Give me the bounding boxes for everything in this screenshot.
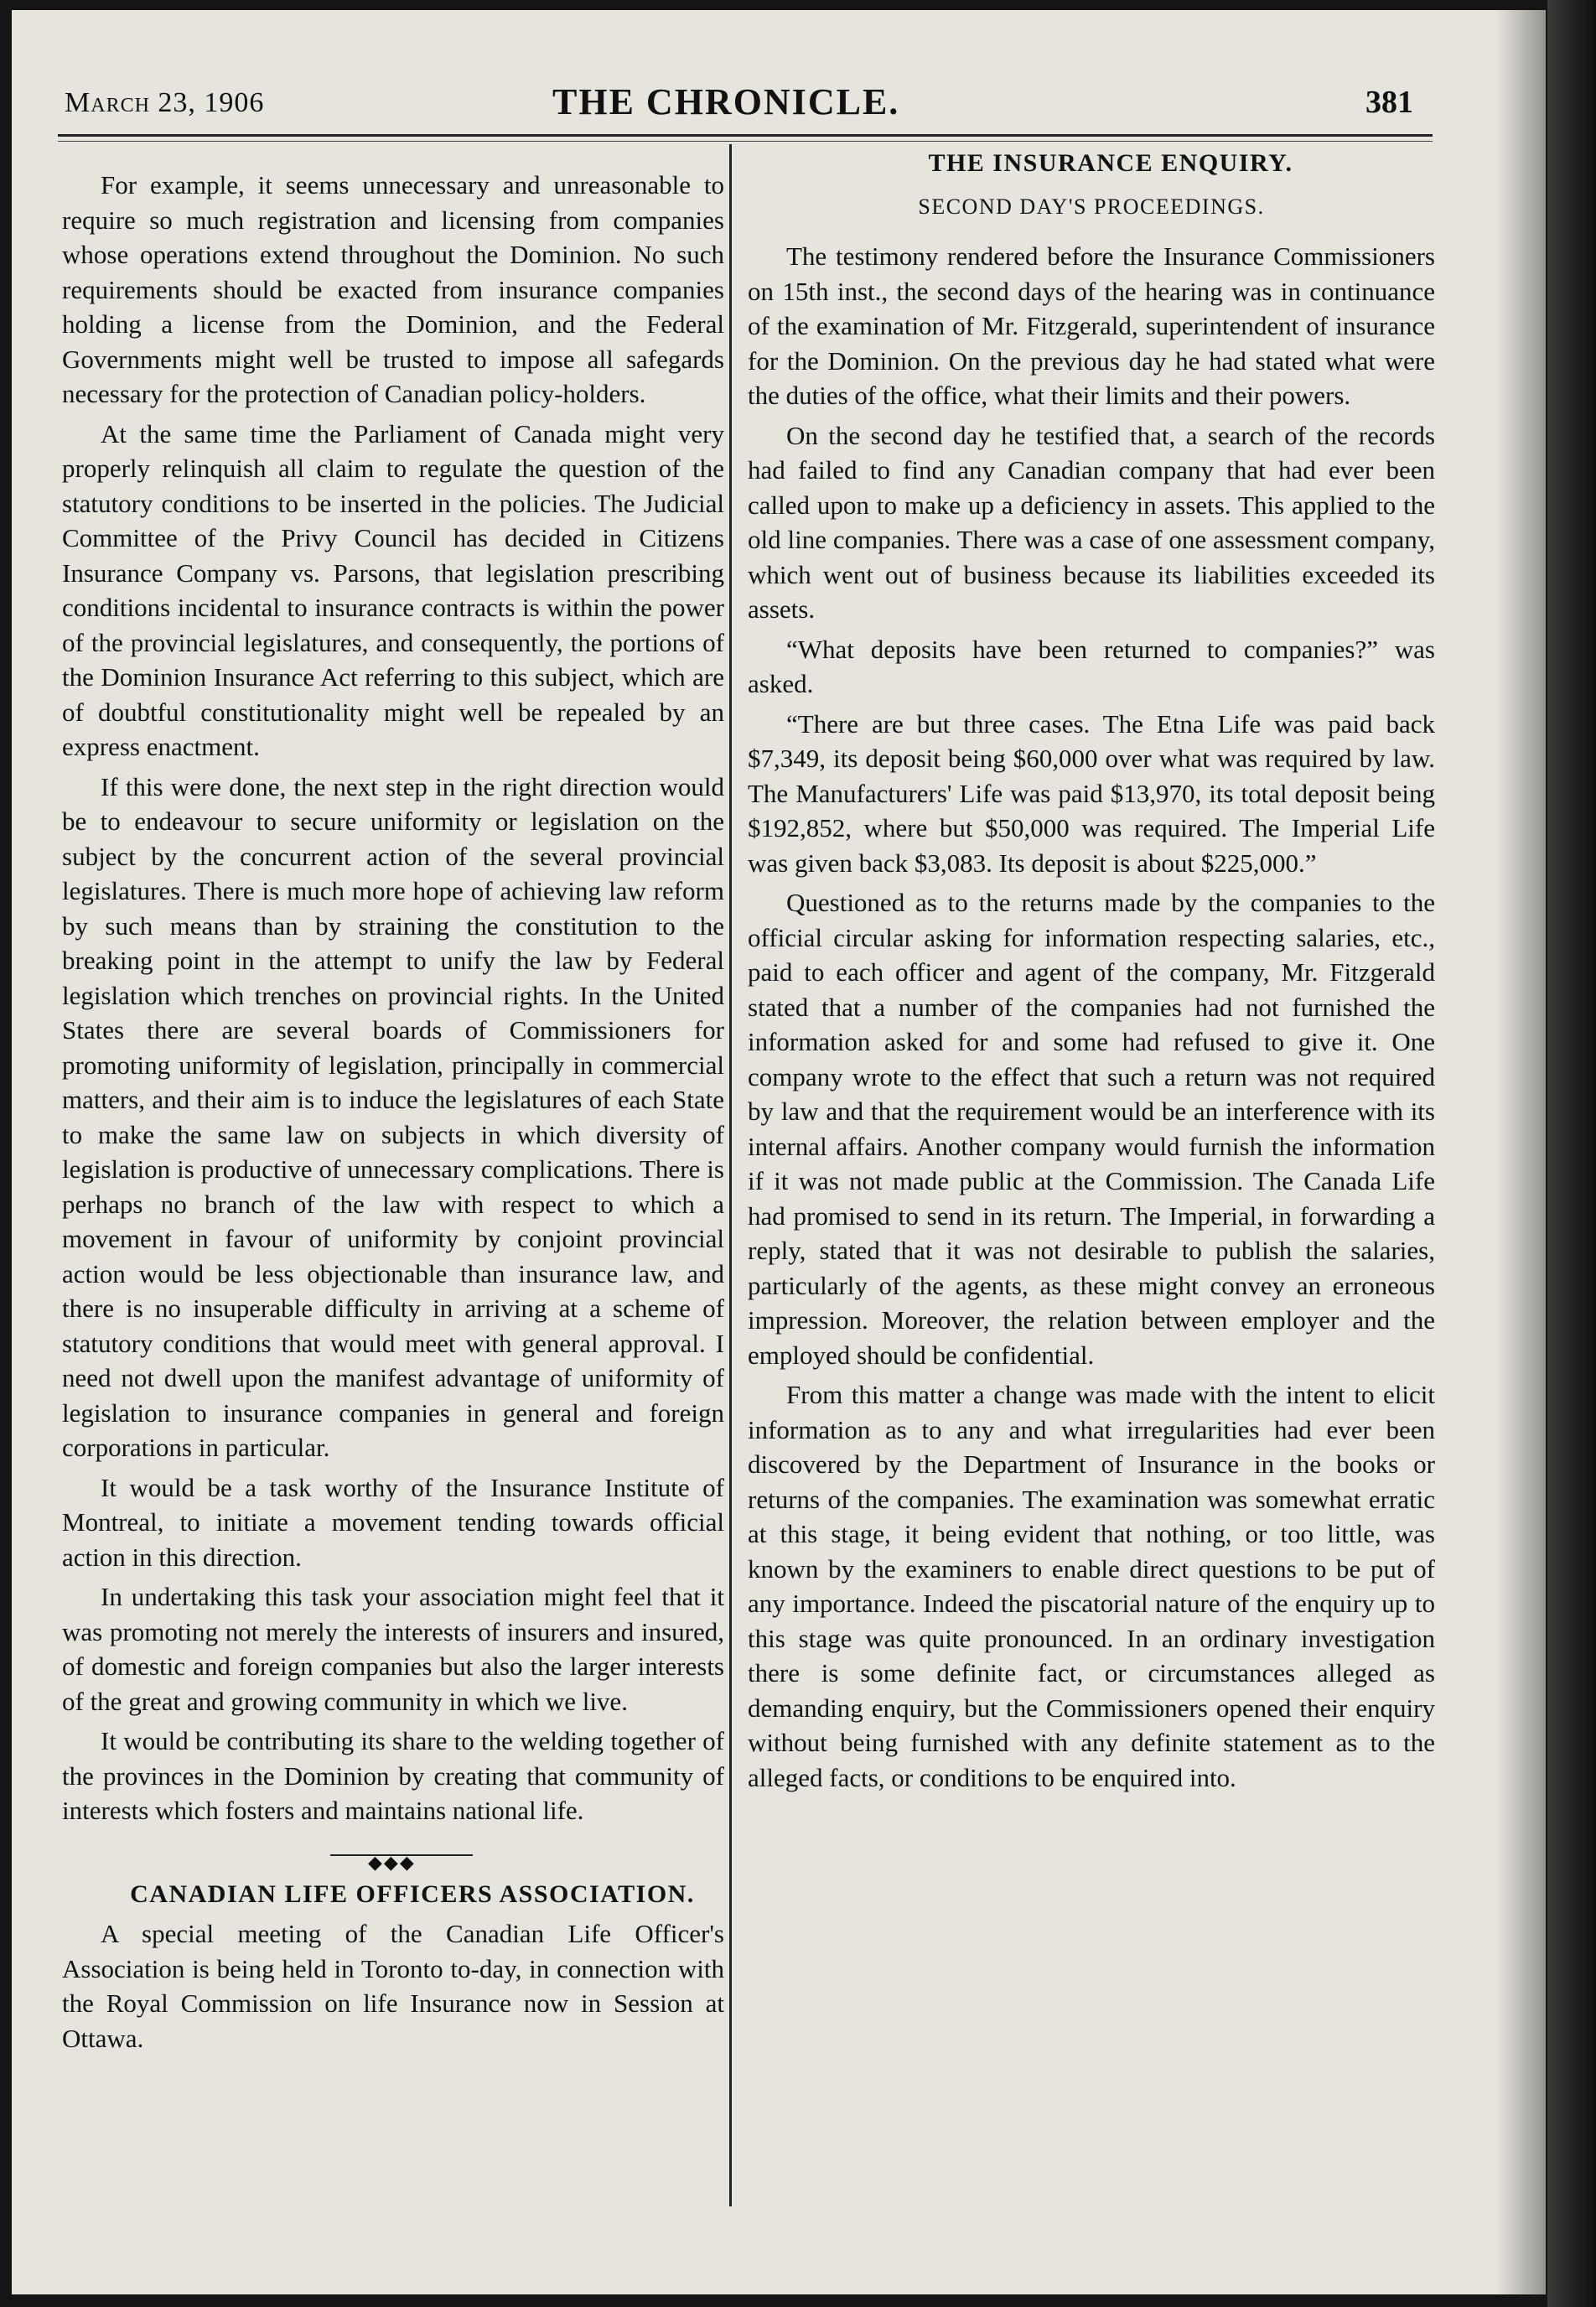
left-column	[62, 168, 724, 2056]
newspaper-page	[12, 10, 1546, 2294]
header-title: THE CHRONICLE.	[552, 81, 900, 122]
header-date: March 23, 1906	[65, 87, 265, 118]
section-paragraph: A special meeting of the Canadian Life Officer's Association is being held in Toronto to-day, in connection with the Royal Commission on life Insurance now in Session at Ottawa.	[62, 1919, 724, 2053]
left-paragraph: If this were done, the next step in the right direction would be to endeavour to secure uniformity or legislation on the subject by the concurrent action of the several provincial legislatures. There is much more hope of achieving law reform by such means than by straining the constitution to the breaking point in the attempt to unify the law by Federal legislation which trenches on provincial rights. In the United States there are several boards of Commissioners for promoting uniformity of legislation, principally in commercial matters, and their aim is to induce the legislatures of each State to make the same law on subjects in which diversity of legislation is productive of unnecessary complications. There is perhaps no branch of the law with respect to which a movement in favour of uniformity by conjoint provincial action would be less objectionable than insurance law, and there is no insuperable difficulty in arriving at a scheme of statutory conditions that would meet with general approval. I need not dwell upon the manifest advantage of uniformity of legislation to insurance companies in general and foreign corporations in particular.	[62, 771, 724, 1462]
right-paragraph: “What deposits have been returned to companies?” was asked.	[748, 634, 1435, 698]
section-heading: CANADIAN LIFE OFFICERS ASSOCIATION.	[130, 1879, 695, 1908]
scan-dark-edge	[1547, 0, 1596, 2307]
left-paragraph: It would be a task worthy of the Insurance Institute of Montreal, to initiate a movement tending towards official action in this direction.	[62, 1472, 724, 1572]
article-subheading: SECOND DAY'S PROCEEDINGS.	[918, 194, 1265, 219]
left-paragraph: For example, it seems unnecessary and unreasonable to require so much registration and licensing from companies whose operations extend throughout the Dominion. No such requirements should be exacted from insurance companies holding a license from the Dominion, and the Federal Governments might well be trusted to impose all safegards necessary for the protection of Canadian policy-holders.	[62, 170, 724, 408]
left-paragraph: In undertaking this task your association might feel that it was promoting not merely the interests of insurers and insured, of domestic and foreign companies but also the larger interests of the great and growing community in which we live.	[62, 1582, 724, 1716]
right-column	[748, 146, 1435, 1795]
right-paragraph: The testimony rendered before the Insurance Commissioners on 15th inst., the second days of the hearing was in continuance of the examination of Mr. Fitzgerald, superintendent of insurance for the Dominion. On the previous day he had stated what were the duties of the office, what their limits and their powers.	[748, 241, 1435, 410]
left-paragraph: It would be contributing its share to the welding together of the provinces in the Dominion by creating that community of interests which fosters and maintains national life.	[62, 1726, 724, 1825]
header-page-number: 381	[1365, 85, 1413, 120]
right-paragraph: Questioned as to the returns made by the companies to the official circular asking for information respecting salaries, etc., paid to each officer and agent of the company, Mr. Fitzgerald stated that a number of the companies had not furnished the information asked for and some had refused to give it. One company wrote to the effect that such a return was not required by law and that the requirement would be an interference with its internal affairs. Another company would furnish the information if it was not made public at the Commission. The Canada Life had promised to send in its return. The Imperial, in forwarding a reply, stated that it was not desirable to publish the salaries, particularly of the agents, as these might convey an erroneous impression. Moreover, the relation between employer and the employed should be confidential.	[748, 888, 1435, 1370]
page-header	[49, 70, 1433, 121]
right-paragraph: On the second day he testified that, a search of the records had failed to find any Canadian company that had ever been called upon to make up a deficiency in assets. This applied to the old line companies. There was a case of one assessment company, which went out of business because its liabilities exceeded its assets.	[748, 420, 1435, 624]
page-edge-shadow	[1495, 10, 1546, 2294]
header-rule	[58, 134, 1433, 137]
article-heading: THE INSURANCE ENQUIRY.	[928, 149, 1293, 177]
left-paragraph: At the same time the Parliament of Canada might very properly relinquish all claim to regulate the question of the statutory conditions to be inserted in the policies. The Judicial Committee of the Privy Council has decided in Citizens Insurance Company vs. Parsons, that legislation prescribing conditions incidental to insurance contracts is within the power of the provincial legislatures, and consequently, the portions of the Dominion Insurance Act referring to this subject, which are of doubtful constitutionality might well be repealed by an express enactment.	[62, 418, 724, 761]
ornament-diamonds: ◆◆◆	[368, 1851, 416, 1873]
header-rule-thin	[58, 141, 1433, 142]
right-paragraph: From this matter a change was made with the intent to elicit information as to any and what irregularities had ever been discovered by the Department of Insurance in the books or returns of the companies. The examination was somewhat erratic at this stage, it being evident that nothing, or too little, was known by the examiners to enable direct questions to be put of any importance. Indeed the piscatorial nature of the enquiry up to this stage was quite pronounced. In an ordinary investigation there is some definite fact, or circumstances alleged as demanding enquiry, but the Commissioners opened their enquiry without being furnished with any definite statement as to the alleged facts, or conditions to be enquired into.	[748, 1380, 1435, 1792]
column-divider	[729, 144, 732, 2206]
right-paragraph: “There are but three cases. The Etna Life was paid back $7,349, its deposit being $60,000 over what was required by law. The Manufacturers' Life was paid $13,970, its total deposit being $192,852, where but $50,000 was required. The Imperial Life was given back $3,083. Its deposit is about $225,000.”	[748, 708, 1435, 878]
section-ornament	[62, 1843, 724, 1873]
